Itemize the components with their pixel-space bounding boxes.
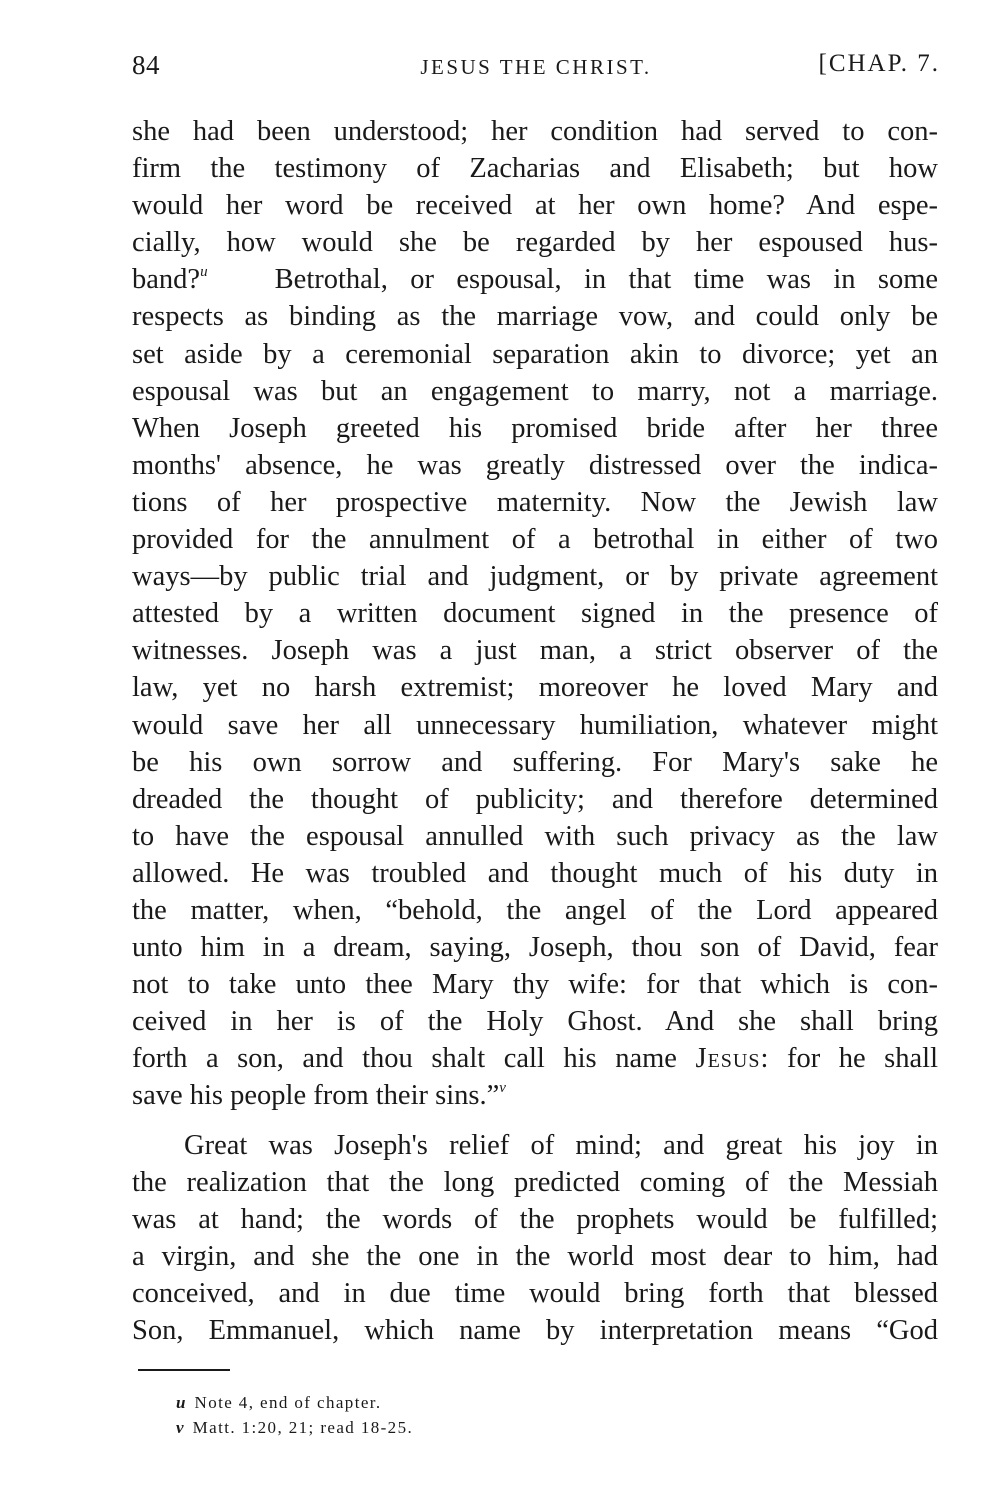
- text-fragment: band?: [132, 264, 201, 296]
- text-line: ceived in her is of the Holy Ghost. And she shall bring: [132, 1006, 938, 1038]
- text-line: [132, 1040, 938, 1077]
- text-line: conceived, and in due time would bring forth that blessed: [132, 1277, 938, 1309]
- text-line: espousal was but an engagement to marry, not a marriage.: [132, 375, 938, 407]
- paragraph-1: [132, 113, 938, 1115]
- footnote-text: Matt. 1:20, 21; read 18-25.: [192, 1418, 414, 1437]
- text-fragment: : for he shall: [760, 1043, 939, 1075]
- text-line: attested by a written document signed in the presence of: [132, 598, 938, 630]
- name-jesus: Jesus: [695, 1043, 761, 1075]
- text-line: be his own sorrow and suffering. For Mary's sake he: [132, 746, 938, 778]
- running-title: JESUS THE CHRIST.: [420, 55, 652, 79]
- footnote-v: [176, 1415, 413, 1440]
- footnote-u: [176, 1390, 413, 1415]
- text-line: witnesses. Joseph was a just man, a strict observer of the: [132, 635, 938, 667]
- text-line: she had been understood; her condition had served to con-: [132, 116, 938, 147]
- text-line: respects as binding as the marriage vow, and could only be: [132, 301, 938, 333]
- footnote-mark: v: [176, 1418, 185, 1437]
- footnote-text: Note 4, end of chapter.: [194, 1393, 382, 1412]
- text-line: the realization that the long predicted coming of the Messiah: [132, 1166, 938, 1198]
- text-line: Great was Joseph's relief of mind; and great his joy in: [184, 1129, 938, 1161]
- text-line: provided for the annulment of a betrothal in either of two: [132, 524, 938, 556]
- text-fragment: forth a son, and thou shalt call his name: [132, 1043, 677, 1075]
- text-line: [132, 261, 938, 298]
- paragraph-gap: [132, 1115, 938, 1127]
- text-line: allowed. He was troubled and thought much of his duty in: [132, 857, 938, 889]
- text-fragment: save his people from their sins.”: [132, 1080, 500, 1112]
- text-line: would her word be received at her own home? And espe-: [132, 190, 938, 222]
- text-line: set aside by a ceremonial separation akin to divorce; yet an: [132, 338, 938, 370]
- text-line: ways—by public trial and judgment, or by private agreement: [132, 561, 938, 593]
- text-line: dreaded the thought of publicity; and therefore determined: [132, 783, 938, 815]
- text-line: law, yet no harsh extremist; moreover he loved Mary and: [132, 672, 938, 704]
- text-line: unto him in a dream, saying, Joseph, thou son of David, fear: [132, 932, 938, 964]
- text-line: would save her all unnecessary humiliation, whatever might: [132, 709, 938, 741]
- text-line: a virgin, and she the one in the world most dear to him, had: [132, 1240, 938, 1272]
- paragraph-2: [132, 1127, 938, 1350]
- text-line: cially, how would she be regarded by her espoused hus-: [132, 227, 938, 259]
- text-line: tions of her prospective maternity. Now the Jewish law: [132, 486, 938, 518]
- text-line: Son, Emmanuel, which name by interpretation means “God: [132, 1315, 938, 1346]
- footnote-ref-u: u: [200, 264, 208, 281]
- running-head: [132, 50, 940, 90]
- footnote-rule: [138, 1369, 230, 1371]
- footnotes: [176, 1390, 413, 1440]
- chapter-reference: [CHAP. 7.: [818, 50, 940, 77]
- page-number: 84: [132, 50, 160, 80]
- text-line: to have the espousal annulled with such privacy as the law: [132, 820, 938, 852]
- text-line: When Joseph greeted his promised bride after her three: [132, 412, 938, 444]
- text-line: [132, 1077, 938, 1114]
- text-line: months' absence, he was greatly distressed over the indica-: [132, 449, 938, 481]
- main-text: [132, 113, 938, 1349]
- footnote-mark: u: [176, 1393, 187, 1412]
- text-line: was at hand; the words of the prophets would be fulfilled;: [132, 1203, 938, 1235]
- text-line: not to take unto thee Mary thy wife: for that which is con-: [132, 969, 938, 1001]
- text-line: firm the testimony of Zacharias and Elisabeth; but how: [132, 153, 938, 185]
- text-fragment: Betrothal, or espousal, in that time was in some: [274, 264, 939, 296]
- text-line: the matter, when, “behold, the angel of the Lord appeared: [132, 894, 938, 926]
- footnote-ref-v: v: [499, 1080, 506, 1097]
